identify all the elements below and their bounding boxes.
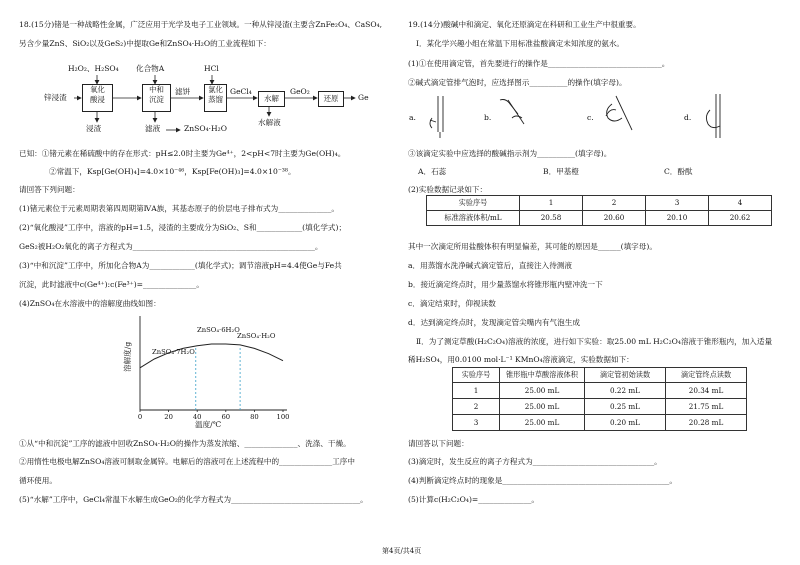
step-label: 氯化 bbox=[208, 85, 223, 94]
choice-d: d．达到滴定终点时，发现滴定管尖嘴内有气泡生成 bbox=[408, 318, 580, 327]
known-2: ②常温下，Ksp[Ge(OH)₄]=4.0×10⁻⁴⁶，Ksp[Fe(OH)₃]=4.0×10⁻³⁸。 bbox=[49, 167, 296, 176]
table-row bbox=[453, 399, 747, 415]
fig-label-d: d. bbox=[684, 113, 692, 122]
r1-3: ③该滴定实验中应选择的酸碱指示剂为__________(填字母)。 bbox=[408, 149, 612, 158]
r2: (2)实验数据记录如下： bbox=[408, 185, 488, 194]
annotation-7h2o: ZnSO₄·7H₂O bbox=[152, 348, 195, 356]
page-footer: 第4页/共4页 bbox=[382, 547, 422, 555]
table-cell: 0.20 mL bbox=[585, 415, 666, 431]
table-cell: 20.10 bbox=[646, 211, 709, 226]
part-2a: (2)“氧化酸浸”工序中，溶液的pH=1.5，浸渣的主要成分为SiO₂、S和____________(填化学式)； bbox=[19, 223, 347, 232]
table-cell: 滴定管终点读数 bbox=[666, 368, 747, 383]
part-4: (4)ZnSO₄在水溶液中的溶解度曲线如图： bbox=[19, 299, 161, 308]
section-1: Ⅰ．某化学兴趣小组在常温下用标准盐酸滴定未知浓度的氨水。 bbox=[416, 39, 625, 48]
step-label: 氧化 bbox=[90, 85, 105, 94]
data-table-1 bbox=[426, 195, 772, 226]
part-4-2b: 循环使用。 bbox=[19, 476, 57, 485]
r3: 其中一次滴定所用盐酸体积有明显偏差，其可能的原因是______(填字母)。 bbox=[408, 242, 657, 251]
step-label: 中和 bbox=[149, 85, 164, 94]
table-cell: 标准溶液体积/mL bbox=[427, 211, 520, 226]
table-cell: 25.00 mL bbox=[500, 415, 585, 431]
x-tick-label: 20 bbox=[164, 413, 173, 421]
part-1: (1)锗元素位于元素周期表第四周期第ⅣA族，其基态原子的价层电子排布式为______________。 bbox=[19, 204, 339, 213]
x-tick-label: 40 bbox=[192, 413, 202, 421]
table-cell: 4 bbox=[709, 196, 772, 211]
table-cell: 20.60 bbox=[583, 211, 646, 226]
table-cell: 2 bbox=[583, 196, 646, 211]
x-tick-label: 80 bbox=[250, 413, 259, 421]
x-tick-label: 100 bbox=[276, 413, 290, 421]
table-cell: 实验序号 bbox=[453, 368, 500, 383]
fig-label-a: a. bbox=[409, 113, 416, 122]
table-cell: 20.34 mL bbox=[666, 383, 747, 399]
section-2a: Ⅱ．为了测定草酸(H₂C₂O₄)溶液的浓度，进行如下实验：取25.00 mL H₂C₂O₄溶液于锥形瓶内，加入适量 bbox=[416, 337, 773, 346]
part-5: (5)“水解”工序中，GeCl₄常温下水解生成GeO₂的化学方程式为__________________________________。 bbox=[19, 495, 368, 504]
table-cell: 0.22 mL bbox=[585, 383, 666, 399]
table-row bbox=[453, 415, 747, 431]
q18-heading-cont: 另含少量ZnS、SiO₂以及GeS₂)中提取Ge和ZnSO₄·H₂O的工业流程如下： bbox=[19, 39, 271, 48]
table-cell: 20.62 bbox=[709, 211, 772, 226]
q18-heading: 18.(15分)锗是一种战略性金属，广泛应用于光学及电子工业领域。一种从锌浸渣(主要含ZnFe₂O₄、CaSO₄, bbox=[19, 20, 383, 29]
table-cell: 3 bbox=[453, 415, 500, 431]
table-row bbox=[453, 368, 747, 383]
table-cell: 1 bbox=[520, 196, 583, 211]
table-cell: 25.00 mL bbox=[500, 383, 585, 399]
fig-label-b: b. bbox=[484, 113, 492, 122]
q3: (3)滴定时，发生反应的离子方程式为________________________________。 bbox=[408, 457, 662, 466]
step-label: 沉淀 bbox=[149, 95, 164, 104]
table-cell: 实验序号 bbox=[427, 196, 520, 211]
part-3a: (3)“中和沉淀”工序中，所加化合物A为____________(填化学式)；调节溶液pH=4.4使Ge与Fe共 bbox=[19, 261, 342, 270]
y-axis-label: 溶解度/g bbox=[123, 341, 132, 372]
option-a: A．石蕊 bbox=[418, 167, 447, 176]
start-material: 锌浸渣 bbox=[44, 93, 67, 102]
option-b: B．甲基橙 bbox=[543, 167, 579, 176]
geo2-label: GeO₂ bbox=[290, 87, 310, 96]
table-row bbox=[427, 211, 772, 226]
x-tick-label: 0 bbox=[137, 413, 143, 421]
reagent-hcl: HCl bbox=[204, 64, 219, 73]
table-cell: 20.28 mL bbox=[666, 415, 747, 431]
step-label: 蒸馏 bbox=[208, 95, 223, 104]
section-2b: 稀H₂SO₄，用0.0100 mol·L⁻¹ KMnO₄溶液滴定，实验数据如下： bbox=[408, 355, 634, 364]
choice-b: b．接近滴定终点时，用少量蒸馏水将锥形瓶内壁冲洗一下 bbox=[408, 280, 603, 289]
reagent-compound-a: 化合物A bbox=[136, 64, 165, 73]
product-ge: Ge bbox=[358, 93, 369, 102]
x-tick-label: 60 bbox=[221, 413, 231, 421]
option-c: C．酚酞 bbox=[664, 167, 693, 176]
fig-label-c: c. bbox=[587, 113, 594, 122]
output-hydrolysis-liquid: 水解液 bbox=[258, 118, 281, 127]
table-row bbox=[427, 196, 772, 211]
table-cell: 3 bbox=[646, 196, 709, 211]
filter-cake: 滤饼 bbox=[175, 87, 191, 96]
table-cell: 0.25 mL bbox=[585, 399, 666, 415]
part-4-1: ①从“中和沉淀”工序的滤液中回收ZnSO₄·H₂O的操作为蒸发浓缩、______________、洗涤、干燥。 bbox=[19, 439, 351, 448]
choice-c: c．滴定结束时，仰视读数 bbox=[408, 299, 496, 308]
data-table-2 bbox=[452, 367, 747, 431]
ask-label: 请回答下列问题： bbox=[19, 185, 80, 194]
reagent-h2o2-h2so4: H₂O₂、H₂SO₄ bbox=[68, 64, 119, 73]
x-axis-label: 温度/℃ bbox=[195, 420, 222, 429]
part-3b: 沉淀，此时滤液中c(Ge⁴⁺):c(Fe³⁺)=______________。 bbox=[19, 280, 204, 289]
q19-heading: 19.(14分)酸碱中和滴定、氧化还原滴定在科研和工业生产中很重要。 bbox=[408, 20, 641, 29]
table-cell: 20.58 bbox=[520, 211, 583, 226]
table-cell: 滴定管初始读数 bbox=[585, 368, 666, 383]
table-row bbox=[453, 383, 747, 399]
table-cell: 21.75 mL bbox=[666, 399, 747, 415]
step-reduction: 还原 bbox=[318, 91, 344, 107]
known-1: 已知：①锗元素在稀硫酸中的存在形式：pH≤2.0时主要为Ge⁴⁺，2<pH<7时主要为Ge(OH)₄。 bbox=[19, 149, 346, 158]
table-cell: 25.00 mL bbox=[500, 399, 585, 415]
q4: (4)判断滴定终点时的现象是____________________________________________。 bbox=[408, 476, 677, 485]
output-filtrate: 滤液 bbox=[145, 124, 161, 133]
output-residue: 浸渣 bbox=[86, 124, 102, 133]
part-2b: GeS₂被H₂O₂氧化的离子方程式为________________________________________________。 bbox=[19, 242, 323, 251]
annotation-h2o: ZnSO₄·H₂O bbox=[237, 332, 276, 340]
r1-1: (1)①在使用滴定管，首先要进行的操作是______________________________。 bbox=[408, 59, 670, 68]
gecl4-label: GeCl₄ bbox=[230, 87, 252, 96]
table-cell: 锥形瓶中草酸溶液体积 bbox=[500, 368, 585, 383]
part-4-2a: ②用惰性电极电解ZnSO₄溶液可制取金属锌。电解后的溶液可在上述流程中的______________工序中 bbox=[19, 457, 355, 466]
step-hydrolysis: 水解 bbox=[258, 91, 285, 107]
table-cell: 2 bbox=[453, 399, 500, 415]
table-cell: 1 bbox=[453, 383, 500, 399]
output-znso4: ZnSO₄·H₂O bbox=[184, 124, 227, 133]
annotation-6h2o: ZnSO₄·6H₂O bbox=[197, 326, 240, 334]
ask-label-2: 请回答以下问题： bbox=[408, 439, 469, 448]
choice-a: a．用蒸馏水洗净碱式滴定管后，直接注入待测液 bbox=[408, 261, 572, 270]
step-label: 酸浸 bbox=[90, 95, 105, 104]
r1-2: ②碱式滴定管排气泡时，应选择图示__________的操作(填字母)。 bbox=[408, 78, 627, 87]
q5: (5)计算c(H₂C₂O₄)=______________。 bbox=[408, 495, 540, 504]
